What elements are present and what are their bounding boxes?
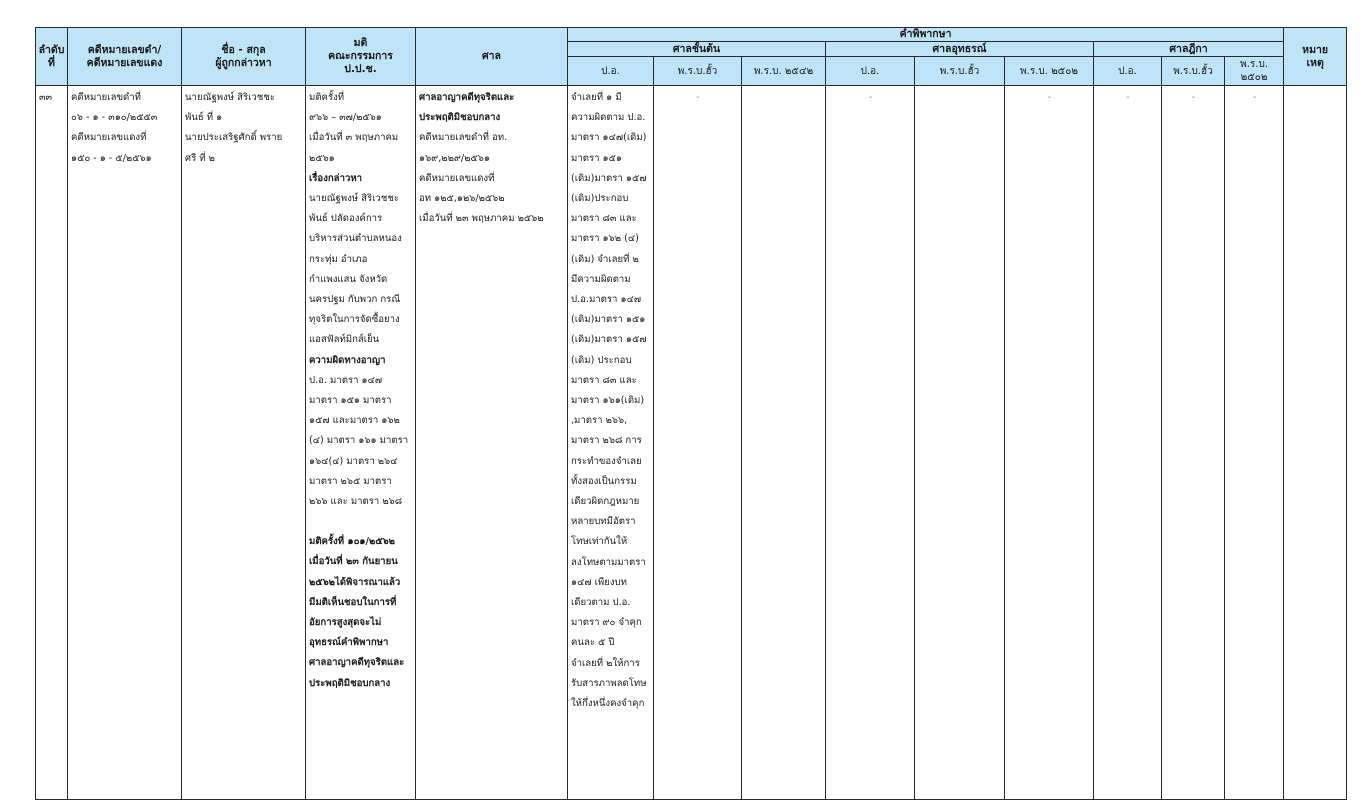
court-line: ประพฤติมิชอบกลาง: [419, 112, 501, 124]
resolution-line: มติครั้งที่ ๑๐๑/๒๕๖๒: [309, 536, 396, 548]
judgment-line: ความผิดตาม ป.อ.: [571, 112, 646, 124]
court-line: คดีหมายเลขดำที่ อท.: [419, 132, 508, 144]
resolution-line: แอสฟัลท์มิกส์เย็น: [309, 334, 380, 346]
judgment-line: เดียวผิดกฎหมาย: [571, 496, 640, 508]
resolution-line: นายณัฐพงษ์ สิริเวชชะ: [309, 193, 399, 205]
resolution-line: ป.อ. มาตรา ๑๔๗: [309, 374, 383, 386]
cell-case-number: คดีหมายเลขดำที่ ๐๖ - ๑ - ๓๑๐/๒๕๕๓ คดีหมายเลขแดงที่ ๑๕๐ - ๑ - ๕/๒๕๖๑: [68, 86, 182, 800]
header-court: ศาล: [416, 28, 568, 86]
cell-nacc-resolution: [306, 86, 416, 800]
resolution-line: ๒๕๖๒ได้พิจารณาแล้ว: [309, 576, 401, 588]
judgment-line: ป.อ.มาตรา ๑๔๗: [571, 294, 642, 306]
resolution-line: ทุจริตในการจัดซื้อยาง: [309, 314, 400, 326]
header-case-number: คดีหมายเลขดำ/ คดีหมายเลขแดง: [68, 28, 182, 86]
resolution-line: อัยการสูงสุดจะไม่: [309, 617, 382, 629]
resolution-line: เมื่อวันที่ ๓ พฤษภาคม: [309, 132, 399, 144]
resolution-line: กำแพงแสน จังหวัด: [309, 273, 388, 285]
header-remark: หมาย เหตุ: [1284, 28, 1347, 86]
header-court-supreme: ศาลฎีกา: [1094, 42, 1284, 57]
judgment-line: รับสารภาพลดโทษ: [571, 677, 647, 689]
cell-appeal-act-old: [915, 86, 1005, 800]
cell-first-instance-criminal-code: [568, 86, 654, 800]
resolution-line: ๒๕๖๑: [309, 152, 335, 164]
header-appeal-act-2502: พ.ร.บ. ๒๕๐๒: [1005, 57, 1094, 86]
header-first-criminal-code: ป.อ.: [568, 57, 654, 86]
judgment-line: ทั้งสองเป็นกรรม: [571, 475, 637, 487]
cell-no: ๓๓: [36, 86, 68, 800]
header-court-first-instance: ศาลชั้นต้น: [568, 42, 826, 57]
header-no: ลำดับ ที่: [36, 28, 68, 86]
cell-supreme-act-2502: -: [1225, 86, 1284, 800]
header-judgment: คำพิพากษา: [568, 28, 1284, 42]
judgment-line: มาตรา ๙๐ จำคุก: [571, 617, 642, 629]
judgment-line: (เดิม) ประกอบ: [571, 354, 632, 366]
judgment-line: มาตรา ๑๖๒ (๔): [571, 233, 639, 245]
resolution-line: ความผิดทางอาญา: [309, 354, 386, 366]
cell-appeal-act-2502: -: [1005, 86, 1094, 800]
resolution-line: กระทุ่ม อำเภอ: [309, 253, 368, 265]
header-supreme-act-2502: พ.ร.บ. ๒๕๐๒: [1225, 57, 1284, 86]
resolution-line: มาตรา ๒๖๕ มาตรา: [309, 475, 392, 487]
header-accused-name: ชื่อ - สกุล ผู้ถูกกล่าวหา: [182, 28, 306, 86]
judgment-line: เดียวตาม ป.อ.: [571, 597, 631, 609]
judgment-line: (เดิม) จำเลยที่ ๒: [571, 253, 639, 265]
judgment-line: โทษเท่ากันให้: [571, 536, 628, 548]
resolution-line: เรื่องกล่าวหา: [309, 172, 363, 184]
cell-supreme-act-old: -: [1162, 86, 1225, 800]
judgment-line: ให้กึ่งหนึ่งคงจำคุก: [571, 698, 645, 710]
header-supreme-act-old: พ.ร.บ.ฮั้ว: [1162, 57, 1225, 86]
header-court-appeal: ศาลอุทธรณ์: [826, 42, 1094, 57]
judgment-line: ,มาตรา ๒๖๖,: [571, 415, 628, 427]
judgment-line: กระทำของจำเลย: [571, 455, 642, 467]
resolution-line: อุทธรณ์คำพิพากษา: [309, 637, 389, 649]
header-first-act-2542: พ.ร.บ. ๒๕๔๒: [742, 57, 826, 86]
judgment-line: จำเลยที่ ๑ มี: [571, 92, 622, 103]
judgment-line: จำเลยที่ ๒ให้การ: [571, 657, 640, 669]
cell-first-act-2542: [742, 86, 826, 800]
resolution-line: ๑๕๗ และมาตรา ๑๖๒: [309, 415, 400, 427]
case-table: [35, 27, 1347, 800]
header-first-act-old: พ.ร.บ.ฮั้ว: [654, 57, 742, 86]
resolution-line: บริหารส่วนตำบลหนอง: [309, 233, 402, 245]
court-line: เมื่อวันที่ ๒๓ พฤษภาคม ๒๕๖๒: [419, 213, 544, 225]
cell-supreme-criminal-code: -: [1094, 86, 1162, 800]
judgment-line: (เดิม)มาตรา ๑๕๑: [571, 314, 646, 326]
resolution-line: ศาลอาญาคดีทุจริตและ: [309, 657, 405, 669]
resolution-line: ๑๖๔(๔) มาตรา ๒๖๔: [309, 455, 398, 467]
header-nacc-resolution: มติ คณะกรรมการ ป.ป.ช.: [306, 28, 416, 86]
header-appeal-act-old: พ.ร.บ.ฮั้ว: [915, 57, 1005, 86]
court-line: ๑๖๙,๒๒๙/๒๕๖๑: [419, 152, 490, 164]
judgment-line: มีความผิดตาม: [571, 273, 631, 285]
judgment-line: มาตรา ๑๔๗(เดิม): [571, 132, 647, 144]
resolution-line: ประพฤติมิชอบกลาง: [309, 677, 391, 689]
judgment-line: มาตรา ๒๖๘ การ: [571, 435, 642, 447]
judgment-line: มาตรา ๑๕๑: [571, 152, 622, 164]
resolution-line: นครปฐม กับพวก กรณี: [309, 294, 401, 306]
resolution-line: เมื่อวันที่ ๒๓ กันยายน: [309, 556, 398, 568]
judgment-line: มาตรา ๑๖๑(เดิม): [571, 395, 645, 407]
header-supreme-criminal-code: ป.อ.: [1094, 57, 1162, 86]
resolution-line: พันธ์ ปลัดองค์การ: [309, 213, 383, 225]
judgment-line: มาตรา ๘๓ และ: [571, 213, 637, 225]
header-appeal-criminal-code: ป.อ.: [826, 57, 915, 86]
resolution-line: ๙๖๖ – ๓๗/๒๕๖๑: [309, 112, 382, 124]
judgment-line: (เดิม)มาตรา ๑๕๗: [571, 172, 647, 184]
judgment-line: ลงโทษตามมาตรา: [571, 556, 646, 568]
cell-accused-name: นายณัฐพงษ์ สิริเวชชะ พันธ์ ที่ ๑ นายประเสริฐศักดิ์ พราย ศรี ที่ ๒: [182, 86, 306, 800]
judgment-line: หลายบทมีอัตรา: [571, 516, 636, 528]
judgment-line: ๑๔๗ เพียงบท: [571, 576, 627, 588]
court-line: อท ๑๒๕,๑๒๖/๒๕๖๒: [419, 193, 505, 205]
judgment-line: คนละ ๕ ปี: [571, 637, 615, 649]
judgment-line: (เดิม)ประกอบ: [571, 193, 629, 205]
court-line: คดีหมายเลขแดงที่: [419, 172, 495, 184]
cell-court: [416, 86, 568, 800]
resolution-line: มีมติเห็นชอบในการที่: [309, 596, 397, 608]
cell-appeal-criminal-code: -: [826, 86, 915, 800]
resolution-line: (๔) มาตรา ๑๖๑ มาตรา: [309, 435, 409, 447]
resolution-line: ๒๖๖ และ มาตรา ๒๖๘: [309, 496, 403, 508]
resolution-line: มาตรา ๑๕๑ มาตรา: [309, 395, 392, 407]
judgment-line: มาตรา ๘๓ และ: [571, 374, 637, 386]
blank-line: [309, 512, 413, 532]
table-row: [36, 86, 1347, 800]
resolution-line: มติครั้งที่: [309, 92, 345, 103]
header-row-1: [36, 28, 1347, 42]
cell-remark: [1284, 86, 1347, 800]
cell-first-act-old: -: [654, 86, 742, 800]
judgment-line: (เดิม)มาตรา ๑๕๗: [571, 334, 647, 346]
court-line: ศาลอาญาคดีทุจริตและ: [419, 92, 515, 103]
